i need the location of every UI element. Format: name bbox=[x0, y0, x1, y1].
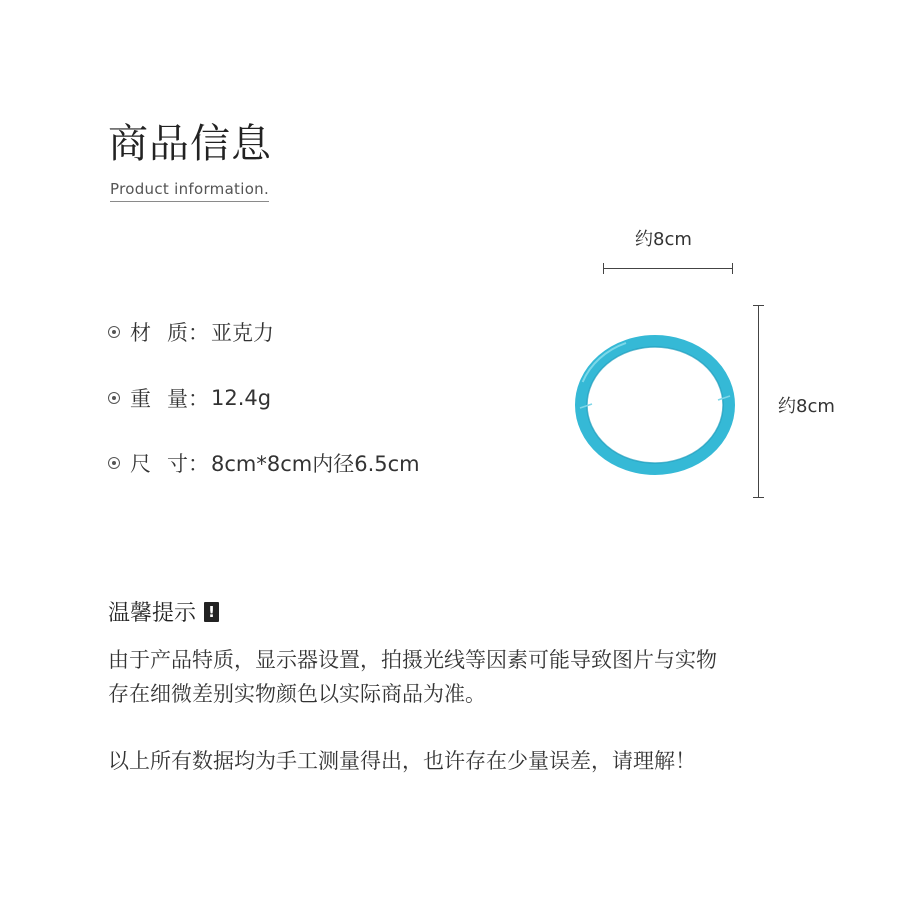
spec-label-char: 质 bbox=[167, 321, 188, 345]
spec-label-char: 重 bbox=[130, 387, 151, 411]
notice-title: 温馨提示 bbox=[108, 601, 197, 626]
notice-line-1: 由于产品特质，显示器设置，拍摄光线等因素可能导致图片与实物 bbox=[108, 648, 717, 672]
warning-icon: ! bbox=[204, 602, 219, 622]
width-dimension-line bbox=[603, 268, 733, 269]
spec-label-char: 尺 bbox=[130, 452, 151, 476]
spec-label bbox=[130, 448, 188, 478]
spec-label-char: 材 bbox=[130, 321, 151, 345]
spec-value: 8cm*8cm内径6.5cm bbox=[211, 452, 420, 476]
height-dimension-line bbox=[758, 305, 759, 498]
notice-disclaimer: 以上所有数据均为手工测量得出，也许存在少量误差，请理解！ bbox=[108, 749, 696, 773]
height-dimension-label: 约8cm bbox=[778, 396, 835, 417]
bullet-icon bbox=[108, 392, 120, 404]
page-subtitle: Product information. bbox=[110, 180, 269, 202]
notice-paragraph bbox=[108, 643, 828, 711]
notice-line-2: 存在细微差别实物颜色以实际商品为准。 bbox=[108, 682, 486, 706]
bullet-icon bbox=[108, 326, 120, 338]
width-dimension-label: 约8cm bbox=[635, 229, 692, 250]
page-title: 商品信息 bbox=[108, 121, 272, 167]
spec-label bbox=[130, 317, 188, 347]
spec-label-char: 量 bbox=[167, 387, 188, 411]
spec-row-size bbox=[108, 443, 528, 483]
bangle-image bbox=[570, 330, 740, 480]
spec-colon: ： bbox=[188, 452, 209, 476]
spec-label-char: 寸 bbox=[167, 452, 188, 476]
bullet-icon bbox=[108, 457, 120, 469]
spec-row-weight bbox=[108, 378, 528, 418]
bangle-inner-edge bbox=[587, 347, 723, 463]
bangle-ring bbox=[581, 341, 729, 469]
spec-label bbox=[130, 383, 188, 413]
notice-heading bbox=[108, 596, 219, 627]
spec-row-material bbox=[108, 312, 528, 352]
spec-colon: ： bbox=[188, 321, 209, 345]
spec-value: 亚克力 bbox=[211, 321, 274, 345]
spec-colon: ： bbox=[188, 387, 209, 411]
spec-value: 12.4g bbox=[211, 386, 272, 410]
